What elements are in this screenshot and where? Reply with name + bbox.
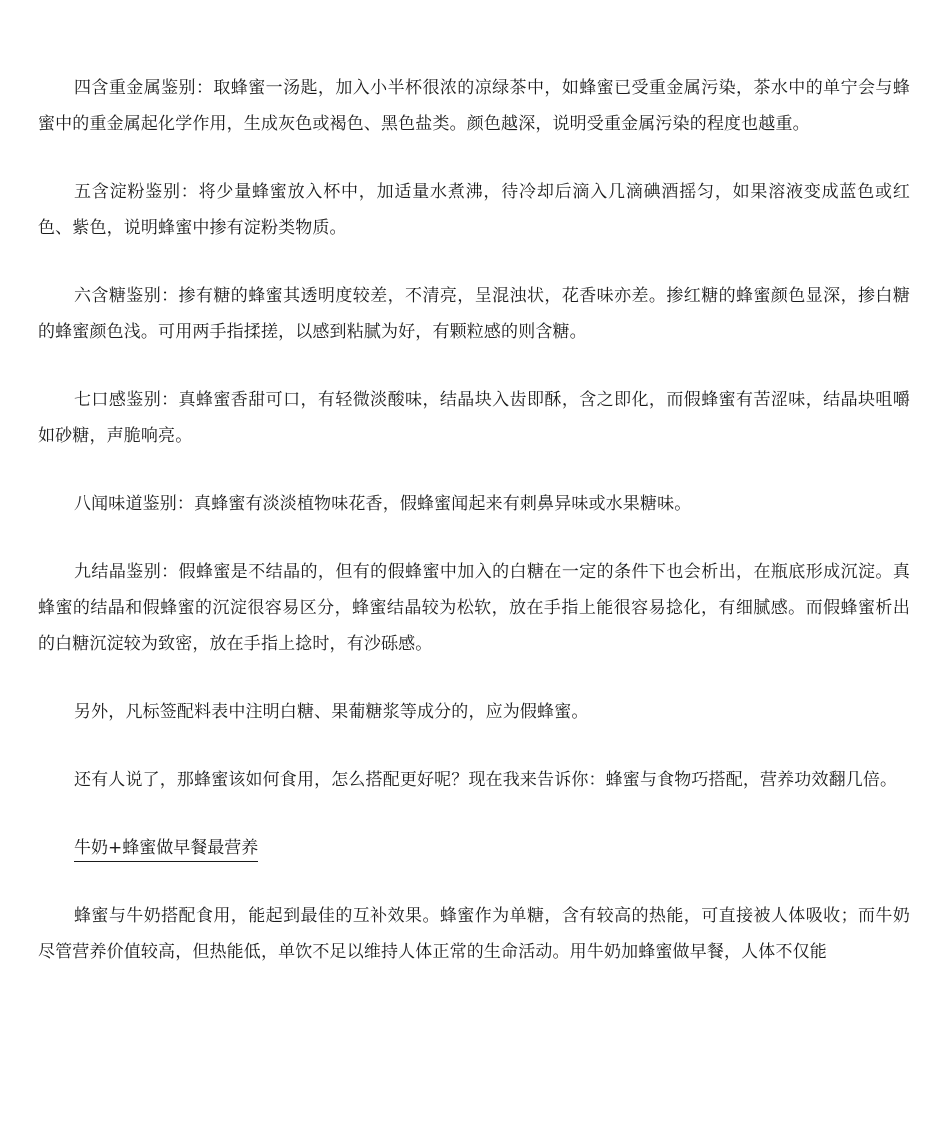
section-heading-text: 牛奶+蜂蜜做早餐最营养 bbox=[74, 837, 258, 862]
document-body bbox=[38, 70, 910, 1002]
paragraph-heavy-metal: 四含重金属鉴别：取蜂蜜一汤匙，加入小半杯很浓的凉绿茶中，如蜂蜜已受重金属污染，茶水中的单宁会与蜂蜜中的重金属起化学作用，生成灰色或褐色、黑色盐类。颜色越深，说明受重金属污染的程度也越重。 bbox=[38, 78, 910, 134]
paragraph-starch: 五含淀粉鉴别：将少量蜂蜜放入杯中，加适量水煮沸，待冷却后滴入几滴碘酒摇匀，如果溶液变成蓝色或红色、紫色，说明蜂蜜中掺有淀粉类物质。 bbox=[38, 182, 910, 238]
paragraph-label: 另外，凡标签配料表中注明白糖、果葡糖浆等成分的，应为假蜂蜜。 bbox=[74, 702, 589, 722]
paragraph-intro-pairing: 还有人说了，那蜂蜜该如何食用，怎么搭配更好呢？现在我来告诉你：蜂蜜与食物巧搭配，营养功效翻几倍。 bbox=[74, 770, 898, 790]
paragraph-milk-honey: 蜂蜜与牛奶搭配食用，能起到最佳的互补效果。蜂蜜作为单糖，含有较高的热能，可直接被人体吸收；而牛奶尽管营养价值较高，但热能低，单饮不足以维持人体正常的生命活动。用牛奶加蜂蜜做早餐，人体不仅能 bbox=[38, 906, 910, 962]
section-heading bbox=[38, 830, 910, 866]
paragraph-taste: 七口感鉴别：真蜂蜜香甜可口，有轻微淡酸味，结晶块入齿即酥，含之即化，而假蜂蜜有苦涩味，结晶块咀嚼如砂糖，声脆响亮。 bbox=[38, 390, 910, 446]
paragraph-sugar: 六含糖鉴别：掺有糖的蜂蜜其透明度较差，不清亮，呈混浊状，花香味亦差。掺红糖的蜂蜜颜色显深，掺白糖的蜂蜜颜色浅。可用两手指揉搓，以感到粘腻为好，有颗粒感的则含糖。 bbox=[38, 286, 910, 342]
paragraph-smell: 八闻味道鉴别：真蜂蜜有淡淡植物味花香，假蜂蜜闻起来有刺鼻异味或水果糖味。 bbox=[74, 494, 692, 514]
paragraph-crystal: 九结晶鉴别：假蜂蜜是不结晶的，但有的假蜂蜜中加入的白糖在一定的条件下也会析出，在瓶底形成沉淀。真蜂蜜的结晶和假蜂蜜的沉淀很容易区分，蜂蜜结晶较为松软，放在手指上能很容易捻化，有细腻感。而假蜂蜜析出的白糖沉淀较为致密，放在手指上捻时，有沙砾感。 bbox=[38, 562, 910, 654]
